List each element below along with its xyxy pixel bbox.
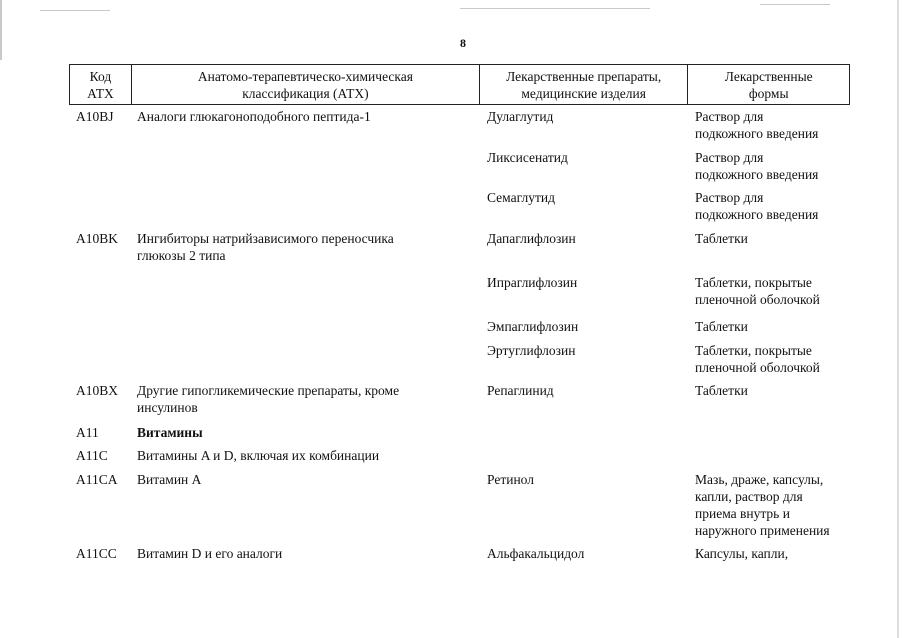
cell-form: Раствор для подкожного введения	[695, 190, 819, 222]
cell-preparation: Эртуглифлозин	[487, 343, 576, 358]
cell-code: A11CC	[76, 546, 117, 561]
cell-preparation: Альфакальцидол	[487, 546, 585, 561]
cell-code: A11C	[76, 448, 108, 463]
cell-form: Раствор для подкожного введения	[695, 109, 819, 141]
cell-form: Капсулы, капли,	[695, 546, 789, 561]
cell-classification: Витамины A и D, включая их комбинации	[137, 448, 380, 463]
cell-form: Мазь, драже, капсулы, капли, раствор для приема внутрь и наружного применения	[695, 472, 830, 538]
cell-code: A10BX	[76, 383, 119, 398]
table-row	[0, 447, 905, 471]
cell-code: A10BK	[76, 231, 119, 246]
table-row	[0, 274, 905, 318]
cell-classification: Другие гипогликемические препараты, кроме инсулинов	[137, 383, 400, 415]
table-row	[0, 424, 905, 447]
header-classification: Анатомо-терапевтическо-химическая классификация (АТХ)	[132, 65, 480, 104]
cell-classification: Витамины	[137, 425, 203, 440]
cell-form: Таблетки, покрытые пленочной оболочкой	[695, 275, 820, 307]
cell-preparation: Семаглутид	[487, 190, 555, 205]
cell-classification: Витамин D и его аналоги	[137, 546, 283, 561]
table-row	[0, 318, 905, 342]
cell-classification: Ингибиторы натрийзависимого переносчика глюкозы 2 типа	[137, 231, 394, 263]
table-body	[0, 108, 905, 569]
scan-mark-top-middle	[460, 8, 650, 9]
header-preparations: Лекарственные препараты, медицинские изделия	[480, 65, 688, 104]
table-row	[0, 382, 905, 424]
header-forms: Лекарственные формы	[724, 68, 813, 101]
cell-preparation: Ипраглифлозин	[487, 275, 578, 290]
table-row	[0, 108, 905, 149]
table-header	[69, 64, 850, 105]
cell-form: Таблетки, покрытые пленочной оболочкой	[695, 343, 820, 375]
cell-classification: Витамин A	[137, 472, 202, 487]
table-row	[0, 149, 905, 189]
table-row	[0, 471, 905, 545]
cell-form: Таблетки	[695, 319, 748, 334]
cell-preparation: Ликсисенатид	[487, 150, 568, 165]
cell-code: A11	[76, 425, 99, 440]
page-number: 8	[460, 36, 466, 50]
cell-preparation: Репаглинид	[487, 383, 554, 398]
scan-mark-top-right	[760, 4, 830, 5]
table-row	[0, 230, 905, 274]
cell-form: Таблетки	[695, 383, 748, 398]
cell-preparation: Дапаглифлозин	[487, 231, 576, 246]
cell-code: A11CA	[76, 472, 118, 487]
cell-code: A10BJ	[76, 109, 114, 124]
table-row	[0, 545, 905, 569]
cell-classification: Аналоги глюкагоноподобного пептида-1	[137, 109, 371, 124]
cell-preparation: Дулаглутид	[487, 109, 554, 124]
cell-form: Раствор для подкожного введения	[695, 150, 819, 182]
scan-mark-top-left	[40, 10, 110, 11]
cell-form: Таблетки	[695, 231, 748, 246]
table-row	[0, 342, 905, 382]
scan-mark-left-edge	[0, 0, 2, 60]
header-code: Код АТХ	[70, 65, 132, 104]
cell-preparation: Эмпаглифлозин	[487, 319, 579, 334]
cell-preparation: Ретинол	[487, 472, 534, 487]
table-row	[0, 189, 905, 230]
